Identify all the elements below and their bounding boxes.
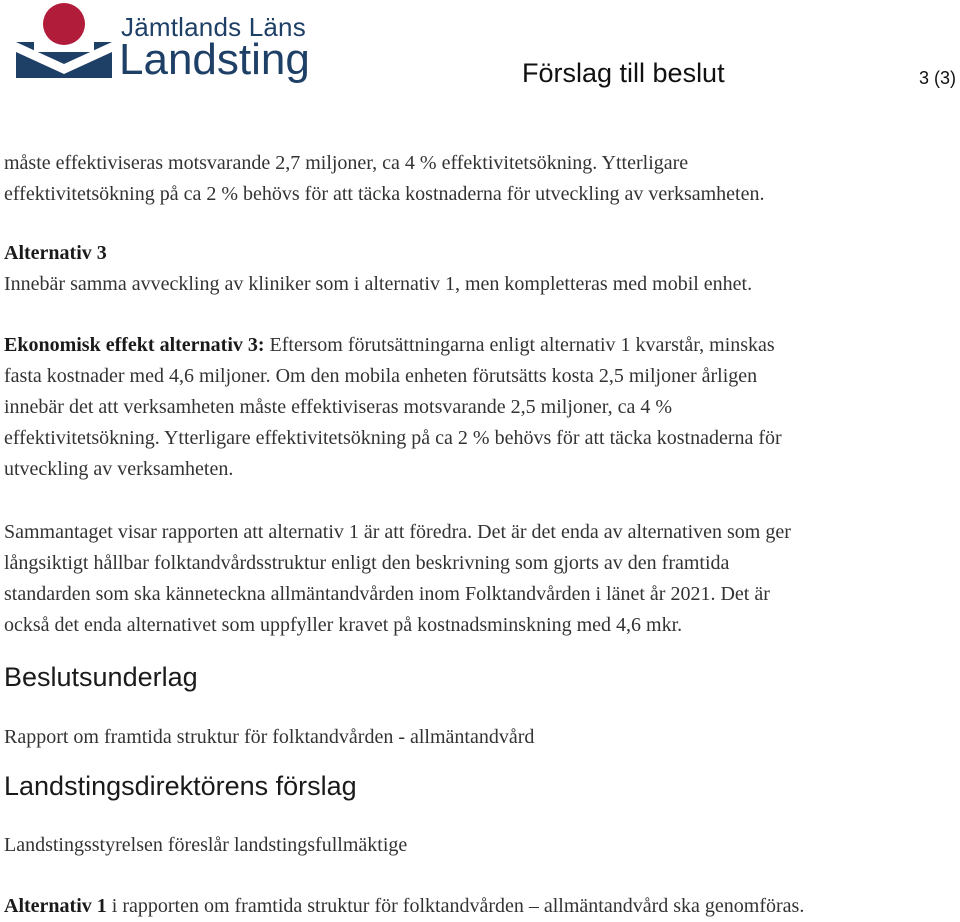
decision-basis-heading: Beslutsunderlag (4, 662, 198, 692)
alternative-3-text: Innebär samma avveckling av kliniker som i alternativ 1, men kompletteras med mobil enhet. (4, 273, 753, 295)
intro-paragraph (4, 148, 944, 210)
document-title: Förslag till beslut (522, 58, 725, 88)
summary-line-4: också det enda alternativet som uppfyller kravet på kostnadsminskning med 4,6 mkr. (4, 614, 683, 636)
summary-line-1: Sammantaget visar rapporten att alternativ 1 är att föredra. Det är det enda av alternativen som ger (4, 521, 791, 543)
economic-effect-line-3: innebär det att verksamheten måste effektiviseras motsvarande 2,5 miljoner, ca 4 % (4, 396, 673, 418)
alternative-3-section (4, 238, 944, 300)
logo-text-line2: Landsting (119, 35, 310, 84)
economic-effect-label: Ekonomisk effekt alternativ 3: (4, 334, 265, 356)
page-number: 3 (3) (918, 68, 956, 88)
decision-basis-text (4, 722, 944, 753)
summary-line-3: standarden som ska känneteckna allmäntandvården inom Folktandvården i länet år 2021. Det är (4, 583, 770, 605)
logo-text-line1: Jämtlands Läns (121, 12, 306, 42)
summary-paragraph (4, 517, 944, 641)
economic-effect-paragraph (4, 330, 944, 485)
intro-line-1: måste effektiviseras motsvarande 2,7 miljoner, ca 4 % effektivitetsökning. Ytterligare (4, 152, 689, 174)
economic-effect-line-5: utveckling av verksamheten. (4, 458, 234, 480)
final-proposal-text: i rapporten om framtida struktur för folktandvården – allmäntandvård ska genomföras. (106, 895, 805, 917)
summary-line-2: långsiktigt hållbar folktandvårdsstruktur enligt den beskrivning som gjorts av den framtida (4, 552, 730, 574)
economic-effect-line-1: Eftersom förutsättningarna enligt alternativ 1 kvarstår, minskas (264, 334, 775, 356)
final-proposal (4, 891, 944, 922)
director-proposal-text (4, 830, 944, 861)
alternative-3-heading: Alternativ 3 (4, 242, 107, 264)
logo-emblem (14, 2, 114, 88)
final-proposal-alternative: Alternativ 1 (4, 895, 107, 917)
economic-effect-line-4: effektivitetsökning. Ytterligare effektivitetsökning på ca 2 % behövs för att täcka kostnaderna för (4, 427, 782, 449)
director-proposal-line: Landstingsstyrelsen föreslår landstingsfullmäktige (4, 834, 408, 856)
economic-effect-line-2: fasta kostnader med 4,6 miljoner. Om den mobila enheten förutsätts kosta 2,5 miljoner årligen (4, 365, 758, 387)
intro-line-2: effektivitetsökning på ca 2 % behövs för att täcka kostnaderna för utveckling av verksamheten. (4, 183, 765, 205)
decision-basis-line: Rapport om framtida struktur för folktandvården - allmäntandvård (4, 726, 535, 748)
logo (14, 2, 310, 88)
director-proposal-heading: Landstingsdirektörens förslag (4, 771, 357, 801)
